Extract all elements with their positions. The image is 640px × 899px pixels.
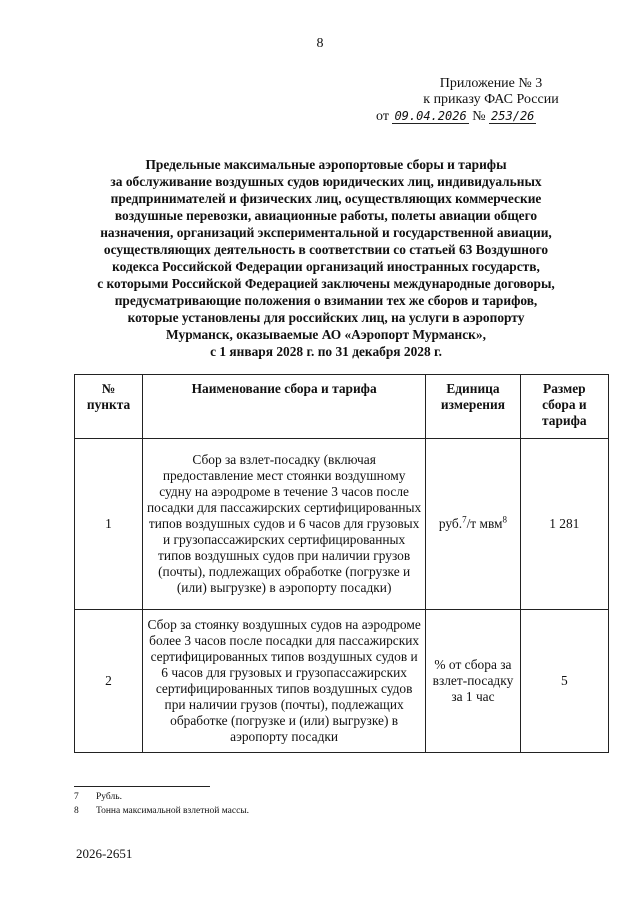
footnote-divider <box>74 786 210 787</box>
unit-tail: /т мвм <box>466 516 503 531</box>
document-code: 2026-2651 <box>76 846 133 861</box>
fee-amount: 1 281 <box>520 439 608 610</box>
title-line: с которыми Российской Федерацией заключены международные договоры, <box>97 276 555 291</box>
title-line: осуществляющих деятельность в соответствии со статьей 63 Воздушного <box>103 242 549 257</box>
footnote <box>74 790 249 804</box>
table-header-row <box>75 375 609 439</box>
appendix-order-ref: к приказу ФАС России <box>423 92 559 107</box>
footnote-ref: 8 <box>502 514 508 525</box>
header-fee-name: Наименование сбора и тарифа <box>143 375 426 439</box>
title-line: предпринимателей и физических лиц, осуществляющих коммерческие <box>110 191 542 206</box>
footnotes <box>74 790 249 818</box>
fee-amount: 5 <box>520 610 608 753</box>
title-line: предусматривающие положения о взимании тех же сборов и тарифов, <box>114 293 538 308</box>
fee-name: Сбор за взлет-посадку (включая предоставление мест стоянки воздушному судну на аэродроме в течение 3 часов после посадки для пассажирских сертифицированных типов воздушных судов и 6 часов для грузовых и грузопассажирских сертифицированных типов воздушных судов при наличии грузов (почты), подлежащих обработке (погрузке и (или) выгрузке) в аэропорту посадки) <box>143 439 426 610</box>
title-line: Предельные максимальные аэропортовые сборы и тарифы <box>145 157 507 172</box>
footnote-ref: 7 <box>462 514 467 525</box>
appendix-title: Приложение № 3 <box>439 76 543 91</box>
handwritten-date: 09.04.2026 <box>394 109 467 123</box>
footnote-number: 8 <box>74 806 79 816</box>
row-number: 2 <box>75 610 143 753</box>
unit-main: руб. <box>438 516 463 531</box>
footnote-text: Тонна максимальной взлетной массы. <box>96 806 250 816</box>
title-line: назначения, организаций экспериментальной и государственной авиации, <box>100 225 552 240</box>
header-amount: Размер сбора и тарифа <box>520 375 608 439</box>
table-row <box>75 610 609 753</box>
title-line: за обслуживание воздушных судов юридических лиц, индивидуальных <box>110 174 542 189</box>
title-line: воздушные перевозки, авиационные работы, полеты авиации общего <box>114 208 538 223</box>
footnote <box>74 804 249 818</box>
title-line: Мурманск, оказываемые АО «Аэропорт Мурманск», <box>166 327 486 342</box>
page-number: 8 <box>316 36 324 51</box>
header-unit: Единица измерения <box>426 375 520 439</box>
document-title <box>88 156 564 360</box>
table-row <box>75 439 609 610</box>
fee-name: Сбор за стоянку воздушных судов на аэродроме более 3 часов после посадки для пассажирских сертифицированных типов воздушных судов и 6 часов для грузовых и грузопассажирских сертифицированных типов воздушных судов при наличии грузов (почты), подлежащих обработке (погрузке и (или) выгрузке) в аэропорту посадки <box>143 610 426 753</box>
footnote-text: Рубль. <box>96 792 122 802</box>
unit-cell: % от сбора за взлет-посадку за 1 час <box>426 610 520 753</box>
unit-cell <box>426 439 520 610</box>
header-item-number: № пункта <box>75 375 143 439</box>
row-number: 1 <box>75 439 143 610</box>
from-label: от <box>376 109 389 124</box>
title-line: кодекса Российской Федерации организаций иностранных государств, <box>112 259 540 274</box>
handwritten-number: 253/26 <box>491 109 535 123</box>
number-label: № <box>472 109 486 124</box>
title-line: которые установлены для российских лиц, на услуги в аэропорту <box>127 310 525 325</box>
appendix-header <box>376 76 606 125</box>
footnote-number: 7 <box>74 792 79 802</box>
title-line: с 1 января 2028 г. по 31 декабря 2028 г. <box>210 344 442 359</box>
tariffs-table <box>74 374 609 753</box>
appendix-date-line <box>376 108 606 125</box>
